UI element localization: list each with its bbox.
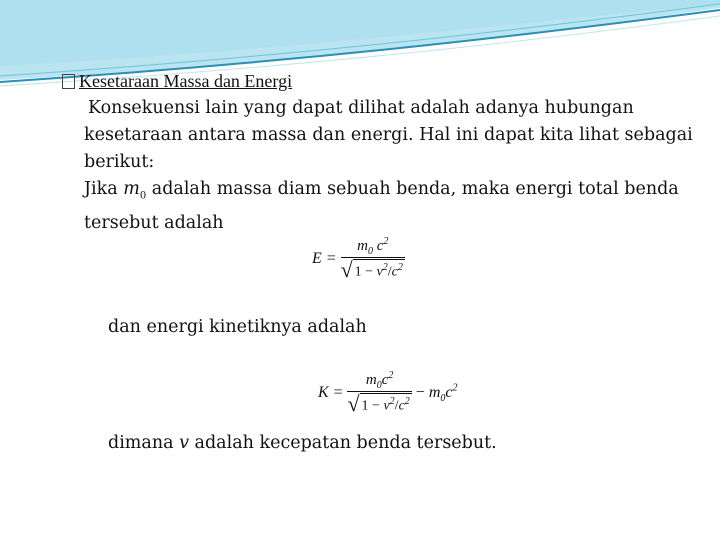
- paragraph-definition: [84, 176, 702, 237]
- definition-suffix: adalah massa diam sebuah benda, maka energi total benda tersebut adalah: [84, 179, 679, 233]
- formula-kinetic-energy: [318, 370, 457, 416]
- paragraph-conclusion: [108, 430, 497, 457]
- bullet-box-icon: [62, 74, 75, 89]
- paragraph-intro: Konsekuensi lain yang dapat dilihat adalah adanya hubungan kesetaraan antara massa dan energi. Hal ini dapat kita lihat sebagai berikut:: [84, 98, 693, 172]
- formula-denominator: [341, 257, 405, 282]
- formula-total-energy: [312, 236, 405, 282]
- formula-rest-energy: − $m_0c^2$: [415, 382, 458, 404]
- formula-fraction: [347, 370, 411, 416]
- mass-symbol: m: [123, 179, 140, 199]
- sqrt-icon: √ $1 - v^2/c^2$: [347, 391, 410, 416]
- formula-denominator: [347, 391, 411, 416]
- conclusion-prefix: dimana: [108, 433, 180, 453]
- conclusion-suffix: adalah kecepatan benda tersebut.: [188, 433, 497, 453]
- slide-content: [62, 68, 702, 237]
- velocity-symbol: v: [179, 433, 189, 453]
- formula-lhs: K =: [318, 384, 344, 401]
- formula-numerator: $m_0$ $c^2$: [357, 236, 389, 257]
- formula-lhs: E =: [312, 250, 337, 267]
- sqrt-icon: √ $1 - v^2/c^2$: [340, 257, 403, 282]
- heading-text: Kesetaraan Massa dan Energi: [79, 71, 293, 91]
- section-heading: [62, 68, 702, 95]
- mass-subscript: 0: [139, 190, 147, 202]
- formula-fraction: [341, 236, 405, 282]
- paragraph-kinetic-intro: dan energi kinetiknya adalah: [108, 317, 367, 337]
- formula-numerator: $m_0c^2$: [365, 370, 394, 391]
- definition-prefix: Jika: [84, 179, 124, 199]
